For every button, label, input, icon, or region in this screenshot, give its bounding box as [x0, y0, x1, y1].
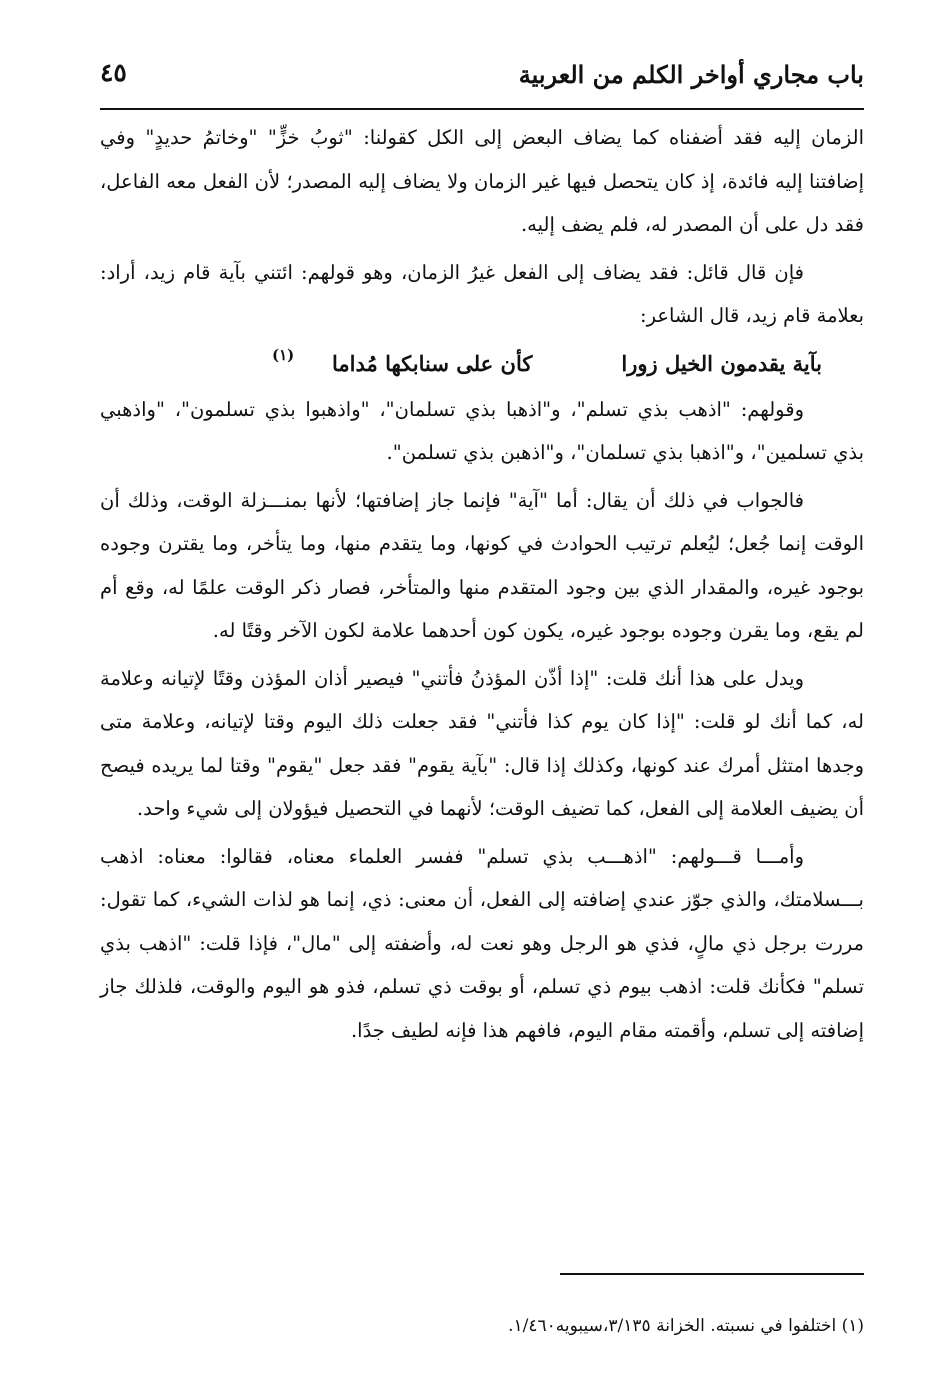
paragraph-5: ويدل على هذا أنك قلت: "إذا أذّن المؤذنُ فأتني" فيصير أذان المؤذن وقتًا لإتيانه وعلامة له، كما أنك لو قلت: "إذا كان يوم كذا فأتني" فقد جعلت ذلك اليوم وقتا لإتيانه، وعلامة متى وجدها امتثل أمرك عند كونها، وكذلك إذا قال: "بآية يقوم" فقد جعل "يقوم" وقتا لما يريده فيصح أن يضيف العلامة إلى الفعل، كما تضيف الوقت؛ لأنهما في التحصيل فيؤولان إلى شيء واحد.: [100, 666, 864, 820]
poem-verse: [100, 338, 864, 388]
paragraph-4: فالجواب في ذلك أن يقال: أما "آية" فإنما جاز إضافتها؛ لأنها بمنـــزلة الوقت، وذلك أن الوقت إنما جُعل؛ ليُعلم ترتيب الحوادث في كونها، وما يتقدم منها، وما يتأخر، وما يقترن وجوده بوجود غيره، والمقدار الذي بين وجود المتقدم منها والمتأخر، فصار ذكر الوقت علمًا له، وقع أم لم يقع، وما يقرن وجوده بوجود غيره، يكون كون أحدهما علامة لكون الآخر وقتًا له.: [100, 488, 864, 642]
footnote-marker: (١): [272, 345, 295, 364]
paragraph-6: وأمـــا قـــولهم: "اذهـــب بذي تسلم" ففسر العلماء معناه، فقالوا: معناه: اذهب بـــسلامتك، والذي جوّز عندي إضافته إلى الفعل، أن معنى: ذي، إنما هو لذات الشيء، كما تقول: مررت برجل ذي مالٍ، فذي هو الرجل وهو نعت له، وأضفته إلى "مال"، فإذا قلت: "اذهب بذي تسلم" فكأنك قلت: اذهب بيوم ذي تسلم، أو بوقت ذي تسلم، فذو هو اليوم والوقت، فلذلك جاز إضافته إلى تسلم، وأقمته مقام اليوم، فافهم هذا فإنه لطيف جدًا.: [100, 844, 864, 1042]
paragraph-2: فإن قال قائل: فقد يضاف إلى الفعل غيرُ الزمان، وهو قولهم: ائتني بآية قام زيد، أراد: بعلامة قام زيد، قال الشاعر:: [100, 260, 864, 327]
paragraph-3: وقولهم: "اذهب بذي تسلم"، و"اذهبا بذي تسلمان"، "واذهبوا بذي تسلمون"، "واذهبي بذي تسلمين"، و"اذهبا بذي تسلمان"، و"اذهبن بذي تسلمن".: [100, 397, 864, 464]
verse-second-hemistich: كأن على سنابكها مُداما: [332, 350, 533, 376]
page-header: [100, 52, 864, 110]
verse-first-hemistich: بآية يقدمون الخيل زورا: [621, 350, 822, 376]
footnote-separator: [560, 1273, 864, 1275]
footnote: (١) اختلفوا في نسبته. الخزانة ٣/١٣٥،سيبويه١/٤٦٠.: [508, 1316, 864, 1336]
paragraph-1: الزمان إليه فقد أضفناه كما يضاف البعض إلى الكل كقولنا: "ثوبُ خزٍّ" "وخاتمُ حديدٍ" وفي إضافتنا إليه فائدة، إذ كان يتحصل فيها غير الزمان ولا يضاف إليه المصدر؛ لأن الفعل معه الفاعل، فقد دل على أن المصدر له، فلم يضف إليه.: [100, 126, 864, 236]
chapter-title: باب مجاري أواخر الكلم من العربية: [518, 60, 864, 89]
body-text: [100, 116, 864, 1052]
page-number: ٤٥: [100, 58, 127, 87]
